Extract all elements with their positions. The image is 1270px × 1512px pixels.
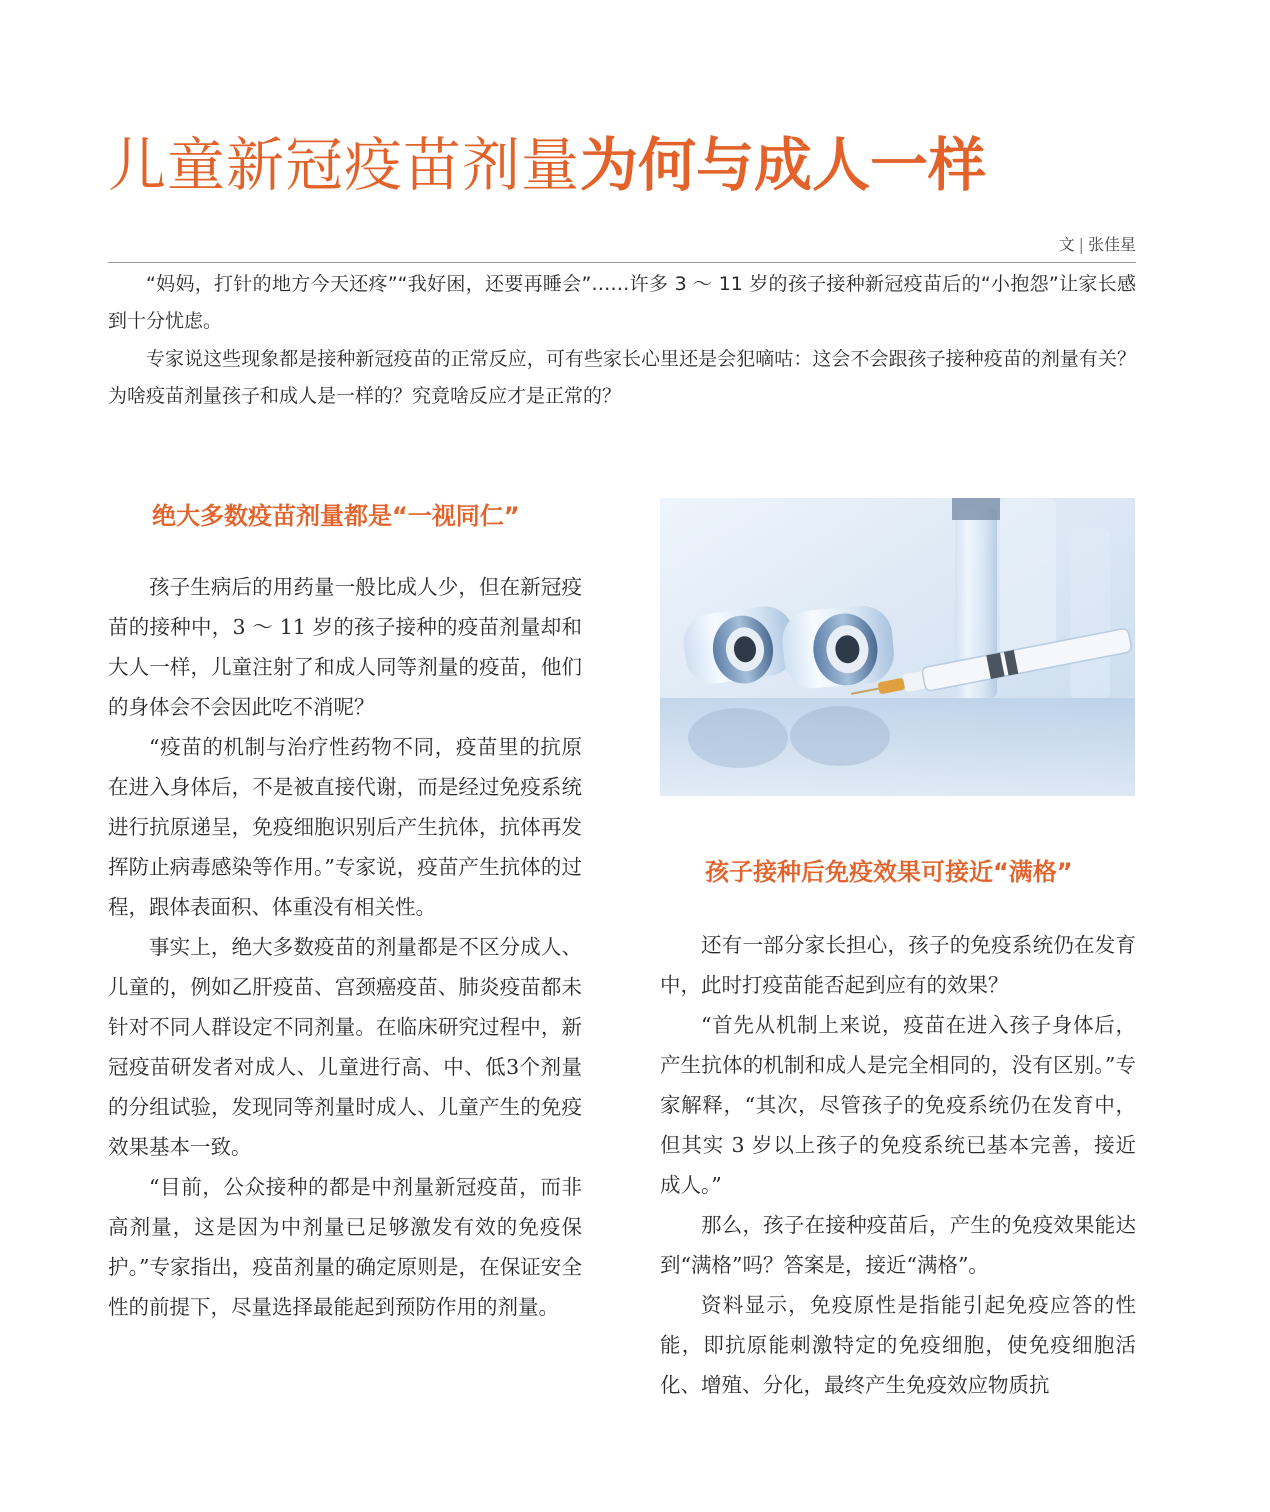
body-paragraph: “目前，公众接种的都是中剂量新冠疫苗，而非高剂量，这是因为中剂量已足够激发有效的免疫保护。”专家指出，疫苗剂量的确定原则是，在保证安全性的前提下，尽量选择最能起到预防作用的剂量。 — [108, 1175, 582, 1319]
section-body-efficacy — [660, 925, 1136, 1405]
body-paragraph: 事实上，绝大多数疫苗的剂量都是不区分成人、儿童的，例如乙肝疫苗、宫颈癌疫苗、肺炎疫苗都未针对不同人群设定不同剂量。在临床研究过程中，新冠疫苗研发者对成人、儿童进行高、中、低3个剂量的分组试验，发现同等剂量时成人、儿童产生的免疫效果基本一致。 — [108, 935, 582, 1159]
vaccine-vials-photo — [660, 498, 1135, 796]
body-paragraph: 还有一部分家长担心，孩子的免疫系统仍在发育中，此时打疫苗能否起到应有的效果？ — [660, 933, 1136, 997]
byline — [1059, 232, 1136, 255]
byline-separator: | — [1078, 235, 1084, 254]
body-paragraph: 那么，孩子在接种疫苗后，产生的免疫效果能达到“满格”吗？答案是，接近“满格”。 — [660, 1213, 1136, 1277]
body-paragraph: 孩子生病后的用药量一般比成人少，但在新冠疫苗的接种中，3 ～ 11 岁的孩子接种的疫苗剂量却和大人一样，儿童注射了和成人同等剂量的疫苗，他们的身体会不会因此吃不消呢？ — [108, 575, 582, 719]
title-light-part: 儿童新冠疫苗剂量 — [108, 131, 581, 199]
section-heading-dosage: 绝大多数疫苗剂量都是“一视同仁” — [152, 502, 520, 530]
body-paragraph: “疫苗的机制与治疗性药物不同，疫苗里的抗原在进入身体后，不是被直接代谢，而是经过免疫系统进行抗原递呈，免疫细胞识别后产生抗体，抗体再发挥防止病毒感染等作用。”专家说，疫苗产生抗体的过程，跟体表面积、体重没有相关性。 — [108, 735, 582, 919]
intro — [108, 266, 1136, 416]
section-body-dosage — [108, 567, 582, 1327]
author-name: 张佳星 — [1087, 235, 1136, 254]
body-paragraph: “首先从机制上来说，疫苗在进入孩子身体后，产生抗体的机制和成人是完全相同的，没有区别。”专家解释，“其次，尽管孩子的免疫系统仍在发育中，但其实 3 岁以上孩子的免疫系统已基本完善，接近成人。” — [660, 1013, 1136, 1197]
article-title — [108, 120, 1168, 210]
section-heading-efficacy: 孩子接种后免疫效果可接近“满格” — [705, 858, 1073, 886]
body-paragraph: 资料显示，免疫原性是指能引起免疫应答的性能，即抗原能刺激特定的免疫细胞，使免疫细胞活化、增殖、分化，最终产生免疫效应物质抗 — [660, 1293, 1136, 1397]
intro-paragraph: “妈妈，打针的地方今天还疼”“我好困，还要再睡会”……许多 3 ～ 11 岁的孩子接种新冠疫苗后的“小抱怨”让家长感到十分忧虑。 — [108, 273, 1136, 332]
title-bold-part: 为何与成人一样 — [580, 131, 987, 199]
byline-prefix: 文 — [1058, 235, 1075, 254]
title-divider — [108, 262, 1136, 263]
intro-paragraph: 专家说这些现象都是接种新冠疫苗的正常反应，可有些家长心里还是会犯嘀咕：这会不会跟孩子接种疫苗的剂量有关？为啥疫苗剂量孩子和成人是一样的？究竟啥反应才是正常的？ — [108, 348, 1136, 407]
